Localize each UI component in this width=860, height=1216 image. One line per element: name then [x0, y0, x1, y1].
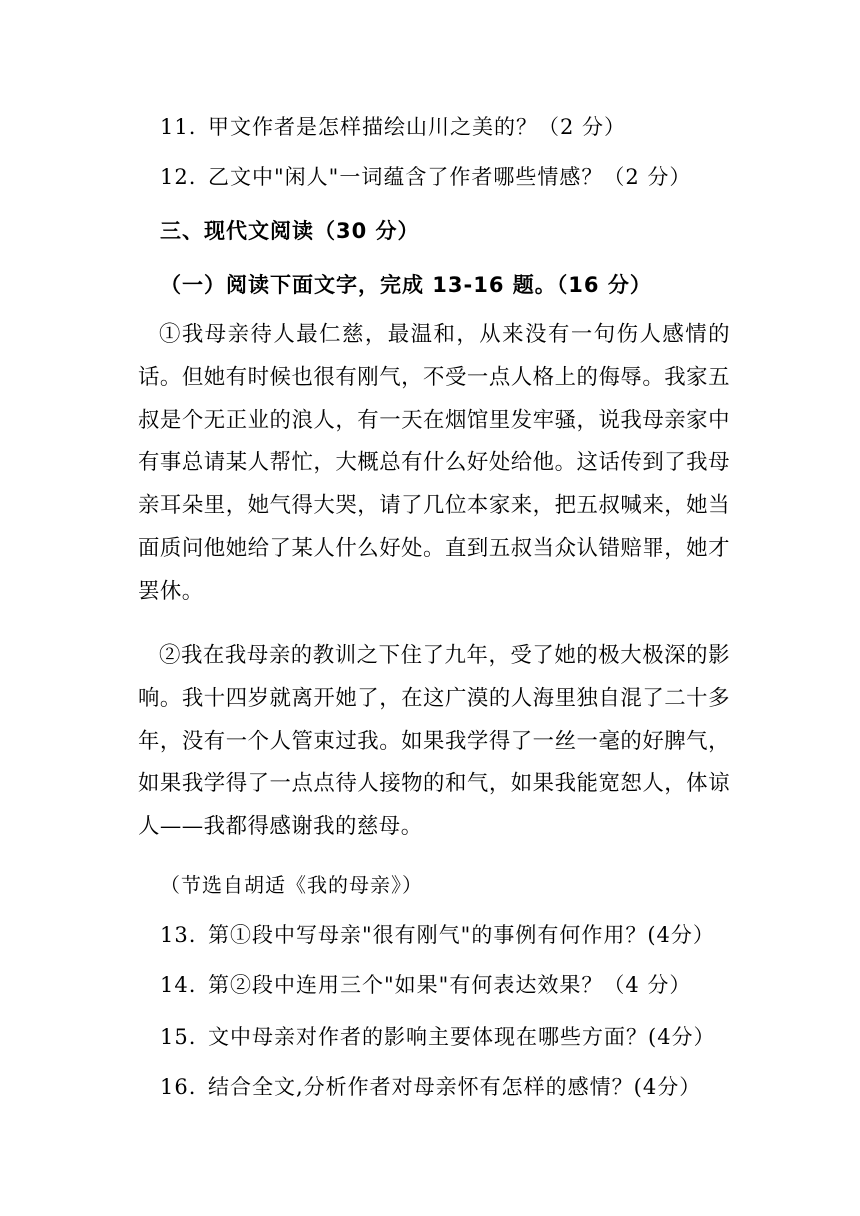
question-text: 文中母亲对作者的影响主要体现在哪些方面？(4分） [208, 1025, 716, 1049]
passage-source: （节选自胡适《我的母亲》） [160, 873, 423, 897]
question-11 [160, 112, 626, 142]
question-number: 15. [160, 1025, 197, 1049]
question-number: 16. [160, 1075, 197, 1099]
question-number: 13. [160, 923, 197, 947]
section-title: 三、现代文阅读（30 分） [160, 219, 420, 243]
question-text: 乙文中"闲人"一词蕴含了作者哪些情感？（2 分） [208, 165, 692, 189]
question-text: 第②段中连用三个"如果"有何表达效果？（4 分） [208, 973, 692, 997]
question-number: 14. [160, 973, 197, 997]
question-15 [160, 1022, 716, 1052]
question-14 [160, 970, 691, 1000]
question-13 [160, 920, 715, 950]
question-16 [160, 1072, 701, 1102]
question-text: 结合全文,分析作者对母亲怀有怎样的感情？(4分） [208, 1075, 702, 1099]
passage-paragraph-2: ②我在我母亲的教训之下住了九年，受了她的极大极深的影响。我十四岁就离开她了，在这广漠的人海里独自混了二十多年，没有一个人管束过我。如果我学得了一丝一毫的好脾气，如果我学得了一点点待人接物的和气，如果我能宽恕人，体谅人——我都得感谢我的慈母。 [138, 643, 730, 840]
question-number: 11. [160, 115, 197, 139]
passage-paragraph-1: ①我母亲待人最仁慈，最温和，从来没有一句伤人感情的话。但她有时候也很有刚气，不受一点人格上的侮辱。我家五叔是个无正业的浪人，有一天在烟馆里发牢骚，说我母亲家中有事总请某人帮忙，大概总有什么好处给他。这话传到了我母亲耳朵里，她气得大哭，请了几位本家来，把五叔喊来，她当面质问他她给了某人什么好处。直到五叔当众认错赔罪，她才罢休。 [138, 322, 730, 604]
question-12 [160, 162, 691, 192]
question-text: 第①段中写母亲"很有刚气"的事例有何作用？(4分） [208, 923, 715, 947]
question-text: 甲文作者是怎样描绘山川之美的？（2 分） [208, 115, 627, 139]
question-number: 12. [160, 165, 197, 189]
subsection-title: （一）阅读下面文字，完成 13-16 题。（16 分） [160, 273, 652, 297]
